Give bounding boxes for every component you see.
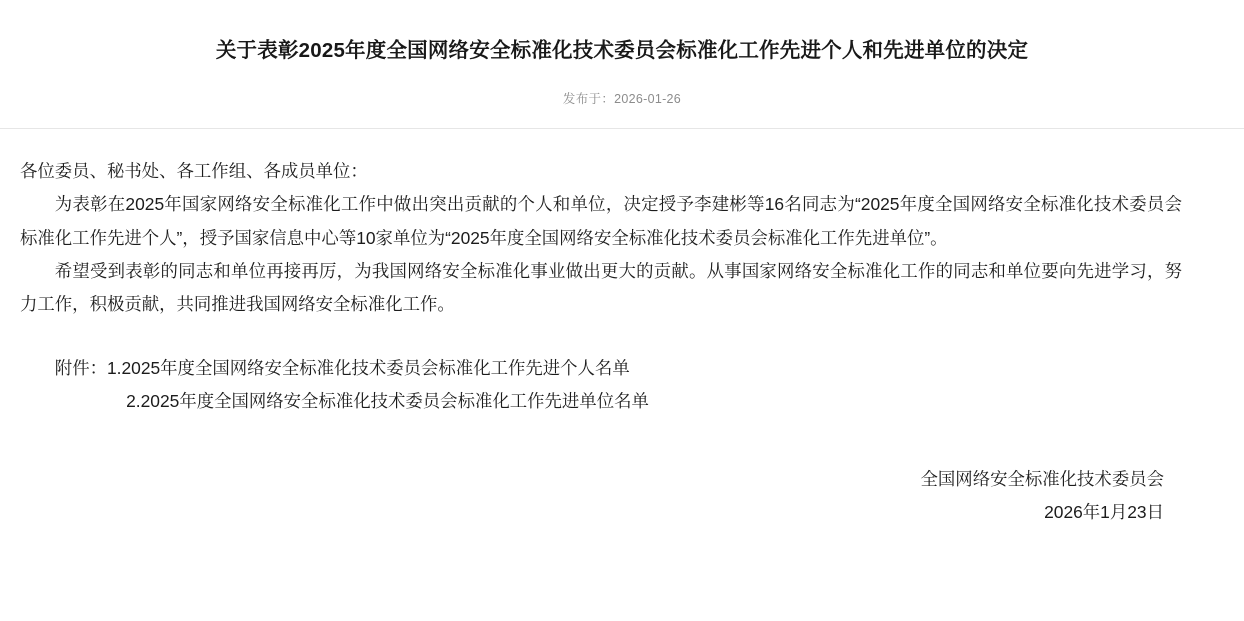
body-paragraph-1: 为表彰在2025年国家网络安全标准化工作中做出突出贡献的个人和单位，决定授予李建彬等16名同志为“2025年度全国网络安全标准化技术委员会标准化工作先进个人”，授予国家信息中心等10家单位为“2025年度全国网络安全标准化技术委员会标准化工作先进单位”。 — [20, 194, 1182, 248]
publish-date: 发布于：2026-01-26 — [562, 91, 682, 106]
salutation: 各位委员、秘书处、各工作组、各成员单位： — [20, 160, 368, 181]
attachment-item-1: 附件：1.2025年度全国网络安全标准化技术委员会标准化工作先进个人名单 — [54, 357, 630, 378]
page-title: 关于表彰2025年度全国网络安全标准化技术委员会标准化工作先进个人和先进单位的决定 — [215, 39, 1029, 62]
body-paragraph-2: 希望受到表彰的同志和单位再接再厉，为我国网络安全标准化事业做出更大的贡献。从事国家网络安全标准化工作的同志和单位要向先进学习，努力工作，积极贡献，共同推进我国网络安全标准化工作。 — [20, 260, 1182, 315]
signature-date: 2026年1月23日 — [1044, 502, 1164, 522]
signature-block — [20, 463, 1182, 530]
attachment-list — [20, 352, 1182, 419]
document-header — [0, 0, 1244, 107]
signature-organization: 全国网络安全标准化技术委员会 — [920, 468, 1164, 489]
document-body — [0, 129, 1244, 530]
attachment-item-2: 2.2025年度全国网络安全标准化技术委员会标准化工作先进单位名单 — [126, 391, 649, 412]
